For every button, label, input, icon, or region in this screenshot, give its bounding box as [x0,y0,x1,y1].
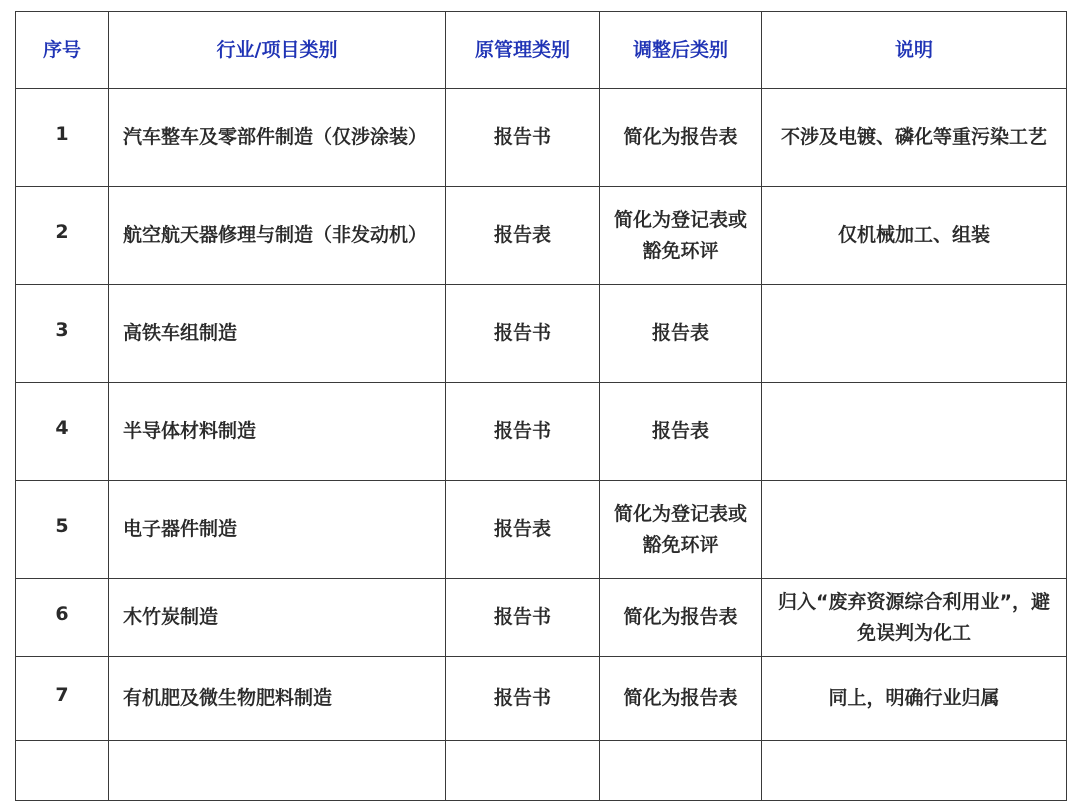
classification-table-container [15,11,1067,801]
cell-note: 仅机械加工、组装 [762,187,1067,285]
cell-industry: 汽车整车及零部件制造（仅涉涂装） [109,89,446,187]
cell-seq [16,741,109,801]
cell-adjusted-category: 报告表 [600,285,762,383]
cell-original-category: 报告书 [446,383,600,481]
cell-seq: 6 [16,579,109,657]
header-seq: 序号 [16,12,109,89]
cell-industry: 有机肥及微生物肥料制造 [109,657,446,741]
cell-note [762,741,1067,801]
cell-seq: 5 [16,481,109,579]
header-adjusted-category: 调整后类别 [600,12,762,89]
cell-seq: 1 [16,89,109,187]
cell-adjusted-category: 简化为报告表 [600,657,762,741]
cell-seq: 3 [16,285,109,383]
cell-note [762,481,1067,579]
table-row [16,657,1067,741]
cell-note: 归入“废弃资源综合利用业”，避免误判为化工 [762,579,1067,657]
table-row [16,187,1067,285]
cell-industry: 半导体材料制造 [109,383,446,481]
cell-original-category: 报告书 [446,285,600,383]
cell-note [762,383,1067,481]
table-row [16,383,1067,481]
cell-original-category: 报告书 [446,579,600,657]
cell-industry: 木竹炭制造 [109,579,446,657]
cell-adjusted-category: 简化为报告表 [600,579,762,657]
cell-seq: 7 [16,657,109,741]
table-row-partial [16,741,1067,801]
cell-original-category: 报告书 [446,657,600,741]
cell-seq: 2 [16,187,109,285]
header-industry: 行业/项目类别 [109,12,446,89]
cell-original-category [446,741,600,801]
table-row [16,89,1067,187]
cell-original-category: 报告书 [446,89,600,187]
cell-industry: 高铁车组制造 [109,285,446,383]
header-note: 说明 [762,12,1067,89]
cell-adjusted-category: 简化为报告表 [600,89,762,187]
cell-note: 同上，明确行业归属 [762,657,1067,741]
cell-original-category: 报告表 [446,481,600,579]
cell-note: 不涉及电镀、磷化等重污染工艺 [762,89,1067,187]
cell-industry: 电子器件制造 [109,481,446,579]
cell-industry: 航空航天器修理与制造（非发动机） [109,187,446,285]
cell-original-category: 报告表 [446,187,600,285]
header-original-category: 原管理类别 [446,12,600,89]
cell-adjusted-category: 报告表 [600,383,762,481]
table-row [16,285,1067,383]
cell-adjusted-category: 简化为登记表或豁免环评 [600,481,762,579]
table-row [16,481,1067,579]
cell-note [762,285,1067,383]
cell-industry [109,741,446,801]
cell-adjusted-category [600,741,762,801]
cell-seq: 4 [16,383,109,481]
cell-adjusted-category: 简化为登记表或豁免环评 [600,187,762,285]
table-row [16,579,1067,657]
table-header-row [16,12,1067,89]
classification-table [15,11,1067,801]
